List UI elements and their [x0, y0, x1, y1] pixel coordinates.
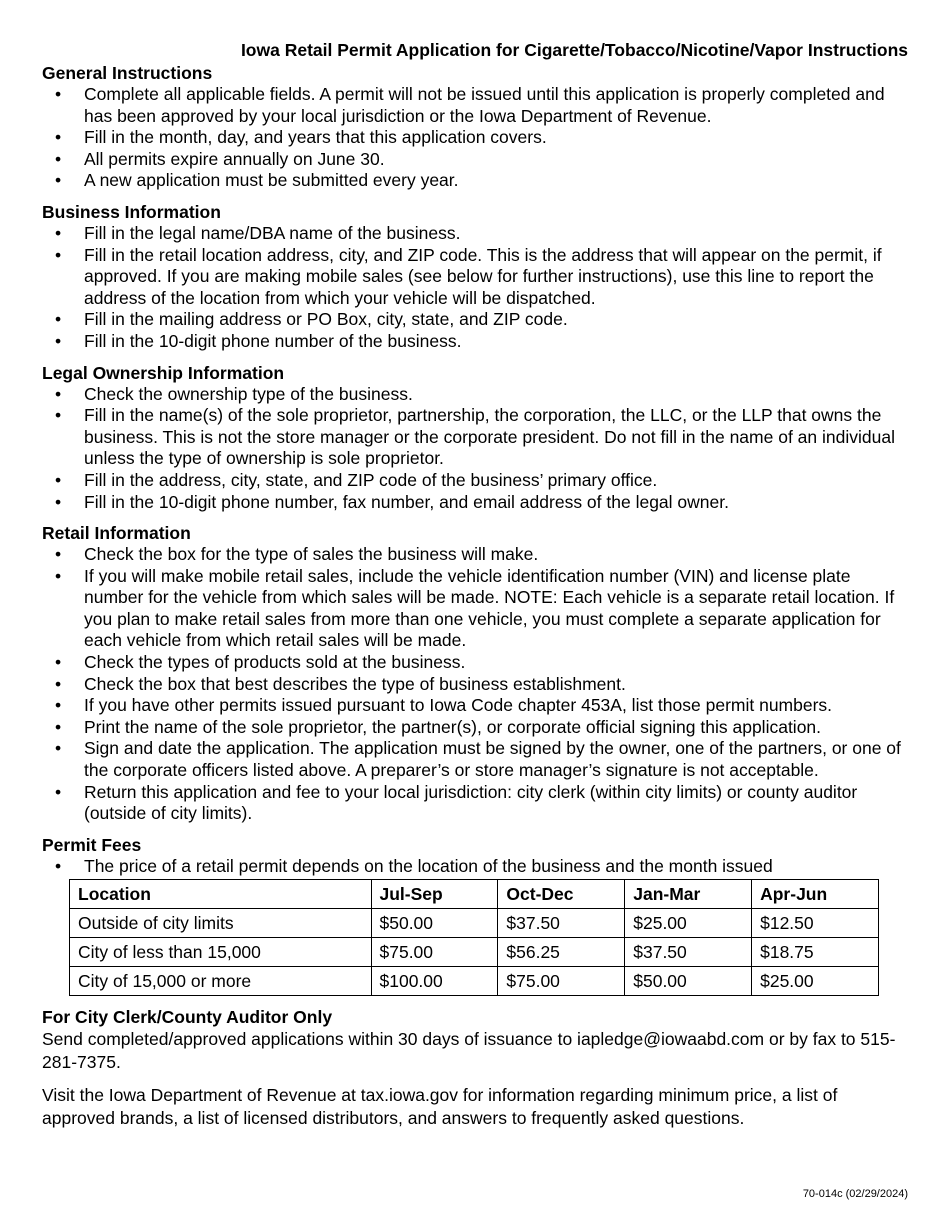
table-cell: $12.50	[752, 909, 879, 938]
list-item: • Fill in the address, city, state, and ZIP code of the business’ primary office.	[42, 470, 908, 492]
bullet-list	[42, 384, 908, 514]
table-cell: $50.00	[625, 967, 752, 996]
table-cell: $37.50	[498, 909, 625, 938]
column-header: Jan-Mar	[625, 880, 752, 909]
table-cell: $37.50	[625, 938, 752, 967]
list-item: • Check the box that best describes the type of business establishment.	[42, 674, 908, 696]
table-cell: $75.00	[498, 967, 625, 996]
list-item: • Fill in the retail location address, city, and ZIP code. This is the address that will appear on the permit, if approved. If you are making mobile sales (see below for further instructions), use this line to report the address of the location from which your vehicle will be dispatched.	[42, 245, 908, 310]
permit-fees-section	[42, 834, 908, 997]
column-header: Oct-Dec	[498, 880, 625, 909]
list-item: • Fill in the 10-digit phone number, fax number, and email address of the legal owner.	[42, 492, 908, 514]
list-item: • A new application must be submitted every year.	[42, 170, 908, 192]
table-cell: $100.00	[371, 967, 498, 996]
section-heading: For City Clerk/County Auditor Only	[42, 1007, 333, 1028]
list-item: • Print the name of the sole proprietor, the partner(s), or corporate official signing this application.	[42, 717, 908, 739]
bullet-list	[42, 544, 908, 825]
page-title: Iowa Retail Permit Application for Cigarette/Tobacco/Nicotine/Vapor Instructions	[240, 40, 908, 60]
list-item: • Fill in the month, day, and years that this application covers.	[42, 127, 908, 149]
table-cell: $56.25	[498, 938, 625, 967]
section-heading: Business Information	[42, 201, 221, 222]
visit-info: Visit the Iowa Department of Revenue at tax.iowa.gov for information regarding minimum price, a list of approved brands, a list of licensed distributors, and answers to frequently asked questions.	[42, 1085, 838, 1129]
table-cell: $75.00	[371, 938, 498, 967]
permit-fees-table	[69, 879, 879, 996]
instructions-page	[42, 38, 908, 1130]
list-item: • Complete all applicable fields. A permit will not be issued until this application is properly completed and has been approved by your local jurisdiction or the Iowa Department of Revenue.	[42, 84, 908, 127]
table-body	[70, 909, 879, 996]
section-heading: Retail Information	[42, 523, 191, 544]
instruction-sections	[42, 62, 908, 825]
table-header-row	[70, 880, 879, 909]
table-cell: $25.00	[752, 967, 879, 996]
section-heading: Legal Ownership Information	[42, 362, 285, 383]
section-heading: General Instructions	[42, 63, 213, 83]
table-cell: $18.75	[752, 938, 879, 967]
list-item: • Return this application and fee to your local jurisdiction: city clerk (within city limits) or county auditor (outside of city limits).	[42, 782, 908, 825]
list-item: • All permits expire annually on June 30.	[42, 149, 908, 171]
list-item: • If you will make mobile retail sales, include the vehicle identification number (VIN) and license plate number for the vehicle from which sales will be made. NOTE: Each vehicle is a separate retail location. If you plan to make retail sales from more than one vehicle, you must complete a separate application for each vehicle from which retail sales will be made.	[42, 566, 908, 652]
bullet-list	[42, 84, 908, 192]
table-row	[70, 967, 879, 996]
clerk-section	[42, 1006, 908, 1130]
clerk-instructions: Send completed/approved applications within 30 days of issuance to iapledge@iowaabd.com or by fax to 515-281-7375.	[42, 1029, 896, 1073]
table-cell: City of 15,000 or more	[70, 967, 372, 996]
column-header: Jul-Sep	[371, 880, 498, 909]
list-item: • Fill in the name(s) of the sole proprietor, partnership, the corporation, the LLC, or the LLP that owns the business. This is not the store manager or the corporate president. Do not fill in the name of an individual unless the type of ownership is sole proprietor.	[42, 405, 908, 470]
list-item: • If you have other permits issued pursuant to Iowa Code chapter 453A, list those permit numbers.	[42, 695, 908, 717]
column-header: Location	[70, 880, 372, 909]
table-cell: $50.00	[371, 909, 498, 938]
table-row	[70, 938, 879, 967]
bullet-list	[42, 223, 908, 353]
list-item: • Check the types of products sold at the business.	[42, 652, 908, 674]
list-item: • Check the box for the type of sales the business will make.	[42, 544, 908, 566]
section-heading: Permit Fees	[42, 834, 142, 855]
list-item: • Fill in the legal name/DBA name of the business.	[42, 223, 908, 245]
table-row	[70, 909, 879, 938]
bullet-list	[42, 856, 908, 878]
table-cell: $25.00	[625, 909, 752, 938]
list-item: • Fill in the mailing address or PO Box, city, state, and ZIP code.	[42, 309, 908, 331]
list-item: • Fill in the 10-digit phone number of the business.	[42, 331, 908, 353]
list-item: • Sign and date the application. The application must be signed by the owner, one of the partners, or one of the corporate officers listed above. A preparer’s or store manager’s signature is not acceptable.	[42, 738, 908, 781]
form-code: 70-014c (02/29/2024)	[802, 1188, 908, 1200]
list-item: • Check the ownership type of the business.	[42, 384, 908, 406]
list-item: • The price of a retail permit depends on the location of the business and the month issued	[42, 856, 908, 878]
column-header: Apr-Jun	[752, 880, 879, 909]
table-cell: City of less than 15,000	[70, 938, 372, 967]
table-cell: Outside of city limits	[70, 909, 372, 938]
